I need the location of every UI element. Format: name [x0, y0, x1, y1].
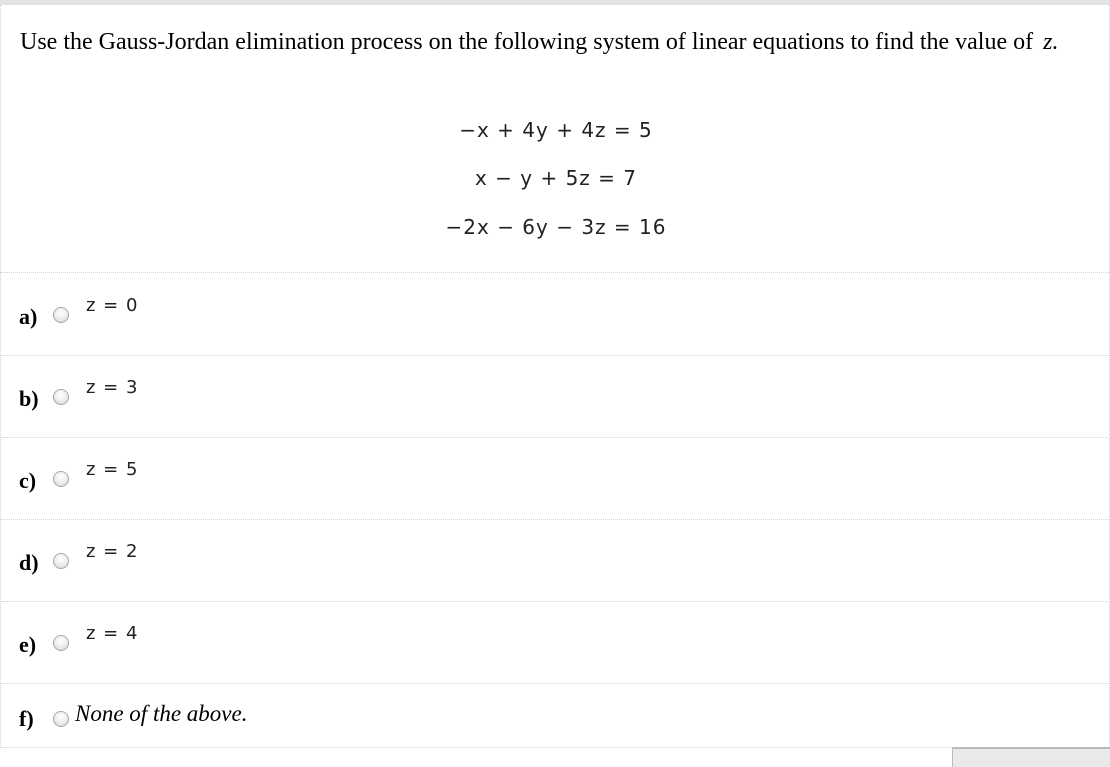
option-value: None of the above.: [75, 701, 248, 726]
option-letter: b): [19, 386, 39, 411]
option-letter: e): [19, 632, 37, 657]
radio-button-icon[interactable]: [53, 471, 69, 487]
equation-3: −2x − 6y − 3z = 16: [445, 215, 667, 239]
equation-2: x − y + 5z = 7: [474, 166, 638, 190]
radio-button-icon[interactable]: [53, 635, 69, 651]
option-letter: f): [19, 706, 34, 731]
question-panel: [0, 5, 1110, 273]
radio-button-icon[interactable]: [53, 553, 69, 569]
navigation-button[interactable]: [952, 747, 1110, 767]
radio-button-icon[interactable]: [53, 711, 69, 727]
answer-option-b[interactable]: [0, 355, 1110, 438]
answer-option-a[interactable]: [0, 273, 1110, 356]
equation-1: −x + 4y + 4z = 5: [459, 118, 653, 142]
option-letter: c): [19, 468, 37, 493]
answer-option-f[interactable]: [0, 683, 1110, 748]
option-value: z = 3: [86, 377, 139, 398]
option-value: z = 5: [86, 459, 139, 480]
option-letter: d): [19, 550, 39, 575]
radio-button-icon[interactable]: [53, 307, 69, 323]
question-text: Use the Gauss-Jordan elimination process on the following system of linear equations to find the value of: [20, 29, 1034, 55]
question-prompt: [20, 27, 1090, 57]
option-letter: a): [19, 304, 38, 329]
answer-option-d[interactable]: [0, 519, 1110, 602]
radio-button-icon[interactable]: [53, 389, 69, 405]
option-value: z = 2: [86, 541, 139, 562]
option-value: z = 0: [86, 295, 139, 316]
question-variable: z.: [1043, 29, 1059, 55]
answer-option-c[interactable]: [0, 437, 1110, 520]
answer-option-e[interactable]: [0, 601, 1110, 684]
option-value: z = 4: [86, 623, 139, 644]
